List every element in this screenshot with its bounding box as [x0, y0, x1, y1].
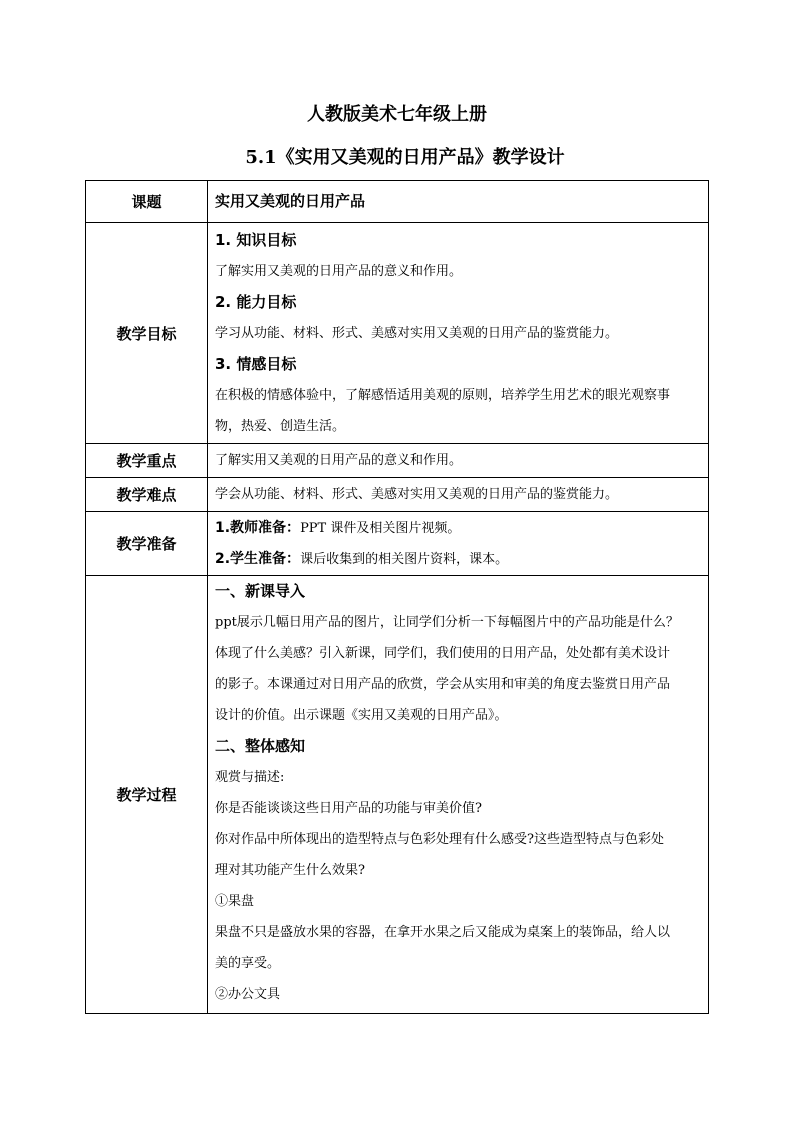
row-difficulties [86, 478, 709, 512]
section2-line2: 你是否能谈谈这些日用产品的功能与审美价值? [215, 801, 482, 816]
section2-heading: 二、整体感知 [215, 737, 306, 755]
item1-title: ①果盘 [215, 894, 255, 909]
emotion-heading: 3. 情感目标 [215, 354, 297, 373]
teacher-prep [215, 513, 701, 544]
section2-line4: 理对其功能产生什么效果? [215, 863, 365, 878]
label-preparation: 教学准备 [86, 512, 208, 576]
document-subtitle: 5.1《实用又美观的日用产品》教学设计 [245, 147, 565, 168]
label-topic: 课题 [86, 181, 208, 223]
section1-line1: ppt展示几幅日用产品的图片，让同学们分析一下每幅图片中的产品功能是什么？ [215, 615, 679, 630]
ability-heading: 2. 能力目标 [215, 292, 297, 311]
row-key-points [86, 444, 709, 478]
item2-title: ②办公文具 [215, 987, 281, 1002]
topic-value [208, 181, 709, 223]
teacher-prep-text: PPT 课件及相关图片视频。 [300, 520, 461, 536]
knowledge-text: 了解实用又美观的日用产品的意义和作用。 [215, 263, 463, 279]
lesson-plan-table [85, 180, 709, 1014]
row-topic [86, 181, 709, 223]
label-objectives: 教学目标 [86, 223, 208, 444]
section2-line1: 观赏与描述: [215, 770, 285, 785]
label-difficulties: 教学难点 [86, 478, 208, 512]
preparation-content [208, 512, 709, 576]
key-points-value: 了解实用又美观的日用产品的意义和作用。 [208, 444, 709, 478]
objectives-content [208, 223, 709, 444]
document-title: 人教版美术七年级上册 [307, 104, 487, 125]
row-process [86, 576, 709, 1014]
ability-text: 学习从功能、材料、形式、美感对实用又美观的日用产品的鉴赏能力。 [215, 325, 619, 341]
section1-line3: 的影子。本课通过对日用产品的欣赏，学会从实用和审美的角度去鉴赏日用产品 [215, 677, 671, 692]
topic-text: 实用又美观的日用产品 [215, 191, 366, 210]
difficulties-value: 学会从功能、材料、形式、美感对实用又美观的日用产品的鉴赏能力。 [208, 478, 709, 512]
item1-line2: 美的享受。 [215, 956, 281, 971]
label-key-points: 教学重点 [86, 444, 208, 478]
label-process: 教学过程 [86, 576, 208, 1014]
section1-line2: 体现了什么美感？引入新课，同学们，我们使用的日用产品，处处都有美术设计 [215, 646, 671, 661]
knowledge-heading: 1. 知识目标 [215, 230, 297, 249]
emotion-text-1: 在积极的情感体验中，了解感悟适用美观的原则，培养学生用艺术的眼光观察事 [215, 387, 671, 403]
section1-line4: 设计的价值。出示课题《实用又美观的日用产品》。 [215, 708, 508, 723]
row-preparation [86, 512, 709, 576]
process-content [208, 576, 709, 1014]
student-prep [215, 544, 701, 575]
emotion-text-2: 物，热爱、创造生活。 [215, 418, 346, 434]
section1-heading: 一、新课导入 [215, 582, 306, 600]
student-prep-label: 2.学生准备： [215, 550, 301, 567]
teacher-prep-label: 1.教师准备： [215, 519, 301, 536]
student-prep-text: 课后收集到的相关图片资料，课本。 [300, 551, 509, 567]
item1-line1: 果盘不只是盛放水果的容器，在拿开水果之后又能成为桌案上的装饰品，给人以 [215, 925, 671, 940]
section2-line3: 你对作品中所体现出的造型特点与色彩处理有什么感受?这些造型特点与色彩处 [215, 832, 664, 847]
row-objectives [86, 223, 709, 444]
